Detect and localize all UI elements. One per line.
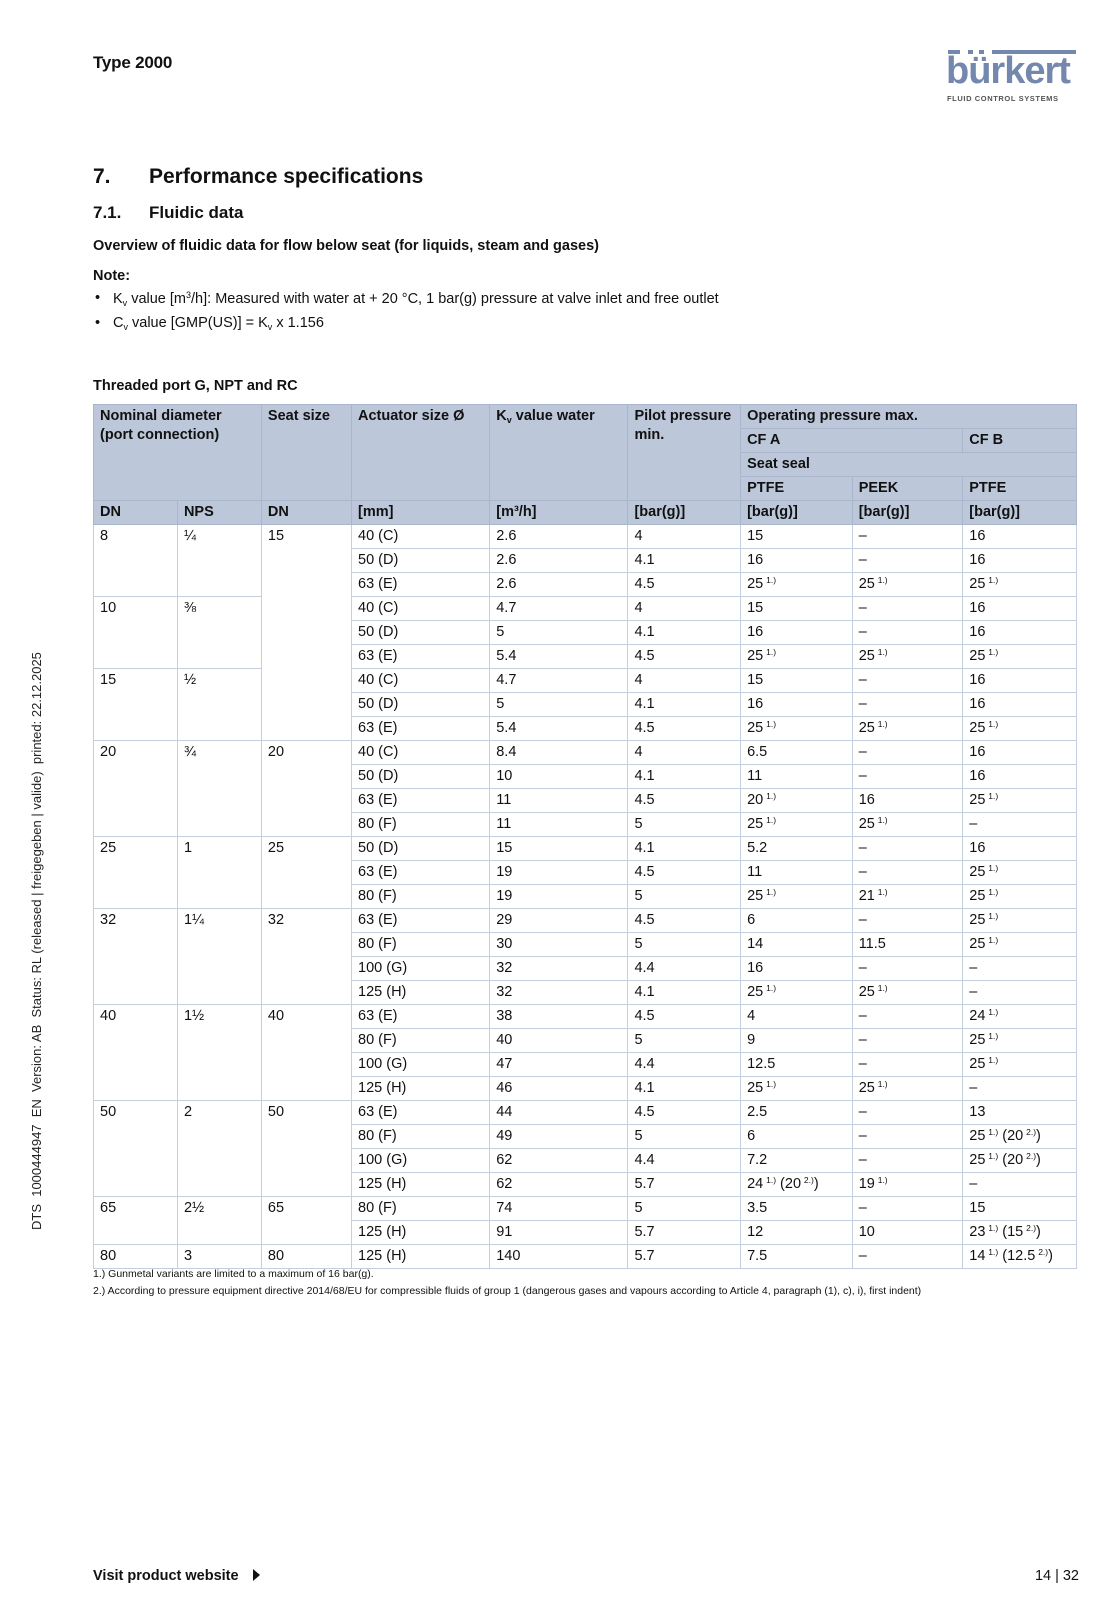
cell-cfa-peek: – [852,693,963,717]
cell-cfb-ptfe: – [963,1173,1077,1197]
cell-kv-value: 8.4 [490,741,628,765]
cell-cfb-ptfe: 16 [963,693,1077,717]
cell-nps: 3 [177,1245,261,1269]
logo-wordmark: bürkert [946,50,1070,92]
cell-actuator-size: 125 (H) [352,1077,490,1101]
header-cf-a: CF A [741,429,963,453]
cell-pilot-pressure: 5 [628,1197,741,1221]
cell-seat-size: 40 [261,1005,351,1101]
section-number: 7. [93,165,111,188]
cell-cfa-peek: – [852,1245,963,1269]
cell-cfb-ptfe: 25 $^{1.)}$ (20 $^{2.)}$) [963,1125,1077,1149]
cell-cfb-ptfe: – [963,813,1077,837]
cell-cfa-peek: – [852,765,963,789]
cell-actuator-size: 50 (D) [352,693,490,717]
cell-kv-value: 2.6 [490,549,628,573]
cell-actuator-size: 80 (F) [352,813,490,837]
cell-kv-value: 62 [490,1173,628,1197]
units-row [94,501,1077,525]
cell-actuator-size: 80 (F) [352,933,490,957]
section-heading [93,165,423,189]
table-body [94,525,1077,1269]
cell-kv-value: 91 [490,1221,628,1245]
footnotes [93,1266,921,1300]
cell-cfb-ptfe: 25 $^{1.)}$ [963,717,1077,741]
visit-product-website-label[interactable]: Visit product website [93,1568,239,1584]
cell-kv-value: 11 [490,813,628,837]
burkert-logo [946,50,1078,104]
cell-cfa-ptfe: 14 [741,933,853,957]
page-current: 14 [1034,1568,1052,1584]
cell-kv-value: 44 [490,1101,628,1125]
cell-cfa-peek: 25 $^{1.)}$ [852,717,963,741]
cell-pilot-pressure: 4 [628,669,741,693]
unit-dn: DN [94,501,178,525]
cell-pilot-pressure: 4 [628,525,741,549]
cell-cfa-peek: 16 [852,789,963,813]
cell-kv-value: 5.4 [490,645,628,669]
cell-kv-value: 5.4 [490,717,628,741]
cell-cfa-peek: – [852,525,963,549]
cell-cfa-ptfe: 15 [741,669,853,693]
cell-kv-value: 5 [490,693,628,717]
cell-nps: 1¼ [177,909,261,1005]
unit-ptfe-a-bar: [bar(g)] [741,501,853,525]
cell-cfa-ptfe: 7.5 [741,1245,853,1269]
header-cf-b: CF B [963,429,1077,453]
table-row [94,597,1077,621]
cell-cfa-ptfe: 12.5 [741,1053,853,1077]
cell-cfa-ptfe: 2.5 [741,1101,853,1125]
cell-cfb-ptfe: 14 $^{1.)}$ (12.5 $^{2.)}$) [963,1245,1077,1269]
table-row [94,909,1077,933]
page-number [1035,1568,1079,1584]
cell-cfb-ptfe: 16 [963,597,1077,621]
cell-nps: 2½ [177,1197,261,1245]
cell-cfa-peek: – [852,621,963,645]
cell-cfa-ptfe: 15 [741,525,853,549]
cell-cfb-ptfe: 25 $^{1.)}$ [963,1053,1077,1077]
cell-pilot-pressure: 4.1 [628,765,741,789]
cell-dn: 50 [94,1101,178,1197]
cell-pilot-pressure: 4.1 [628,1077,741,1101]
header-nominal-diameter: Nominal diameter (port connection) [94,405,262,501]
cell-pilot-pressure: 4.5 [628,861,741,885]
cell-kv-value: 40 [490,1029,628,1053]
cell-actuator-size: 63 (E) [352,717,490,741]
cell-cfa-ptfe: 6 [741,909,853,933]
header-seat-size: Seat size [261,405,351,501]
cell-seat-size: 20 [261,741,351,837]
cell-cfa-ptfe: 3.5 [741,1197,853,1221]
cell-cfb-ptfe: 16 [963,525,1077,549]
cell-cfa-ptfe: 24 $^{1.)}$ (20 $^{2.)}$) [741,1173,853,1197]
cell-kv-value: 5 [490,621,628,645]
cell-cfb-ptfe: 25 $^{1.)}$ [963,885,1077,909]
cell-cfb-ptfe: 16 [963,837,1077,861]
subsection-number: 7.1. [93,203,122,222]
cell-cfb-ptfe: 23 $^{1.)}$ (15 $^{2.)}$) [963,1221,1077,1245]
cell-pilot-pressure: 4.1 [628,981,741,1005]
cell-kv-value: 19 [490,861,628,885]
cell-pilot-pressure: 4.5 [628,645,741,669]
unit-ptfe-b-bar: [bar(g)] [963,501,1077,525]
cell-cfa-peek: – [852,549,963,573]
cell-pilot-pressure: 5 [628,933,741,957]
table-title: Threaded port G, NPT and RC [93,378,298,394]
cell-cfa-peek: – [852,1125,963,1149]
cell-cfa-peek: – [852,669,963,693]
footnote-1: 1.) Gunmetal variants are limited to a maximum of 16 bar(g). [93,1268,374,1280]
cell-cfa-ptfe: 11 [741,861,853,885]
header-ptfe-cfb: PTFE [963,477,1077,501]
cell-cfa-ptfe: 25 $^{1.)}$ [741,981,853,1005]
cell-cfa-ptfe: 9 [741,1029,853,1053]
cell-cfa-ptfe: 25 $^{1.)}$ [741,1077,853,1101]
cell-nps: 2 [177,1101,261,1197]
cell-kv-value: 46 [490,1077,628,1101]
cell-cfa-peek: 25 $^{1.)}$ [852,573,963,597]
cell-actuator-size: 50 (D) [352,837,490,861]
cell-cfb-ptfe: 16 [963,621,1077,645]
cell-cfa-ptfe: 6.5 [741,741,853,765]
visit-product-website-link[interactable] [93,1568,260,1584]
cell-dn: 20 [94,741,178,837]
cell-pilot-pressure: 4 [628,741,741,765]
cell-pilot-pressure: 5.7 [628,1173,741,1197]
header-peek-cfa: PEEK [852,477,963,501]
cell-pilot-pressure: 4 [628,597,741,621]
table-row [94,525,1077,549]
cell-nps: ½ [177,669,261,741]
cell-dn: 15 [94,669,178,741]
play-arrow-icon[interactable] [253,1569,260,1581]
cell-kv-value: 30 [490,933,628,957]
cell-pilot-pressure: 4.5 [628,1005,741,1029]
cell-cfa-ptfe: 5.2 [741,837,853,861]
cell-pilot-pressure: 4.5 [628,789,741,813]
unit-m3h: [m³/h] [490,501,628,525]
cell-actuator-size: 40 (C) [352,597,490,621]
cell-cfa-ptfe: 16 [741,693,853,717]
cell-cfa-peek: – [852,1197,963,1221]
cell-cfb-ptfe: 24 $^{1.)}$ [963,1005,1077,1029]
cell-actuator-size: 100 (G) [352,1149,490,1173]
cell-actuator-size: 63 (E) [352,861,490,885]
cell-dn: 32 [94,909,178,1005]
table-row [94,741,1077,765]
cell-cfa-peek: – [852,1053,963,1077]
cell-cfb-ptfe: 16 [963,549,1077,573]
note-item-cv: • $C_v$ value $[GMP(US)] = K_v$ x 1.156 [93,315,719,340]
header-kv-value: $K_v$ value water [490,405,628,501]
cell-cfb-ptfe: 16 [963,741,1077,765]
cell-pilot-pressure: 4.5 [628,909,741,933]
table-row [94,837,1077,861]
cell-kv-value: 47 [490,1053,628,1077]
cell-cfa-peek: – [852,861,963,885]
cell-pilot-pressure: 4.5 [628,717,741,741]
cell-kv-value: 32 [490,981,628,1005]
cell-cfb-ptfe: 25 $^{1.)}$ [963,645,1077,669]
cell-actuator-size: 50 (D) [352,765,490,789]
overview-heading: Overview of fluidic data for flow below seat (for liquids, steam and gases) [93,238,599,254]
cell-actuator-size: 100 (G) [352,957,490,981]
cell-cfa-ptfe: 20 $^{1.)}$ [741,789,853,813]
cell-kv-value: 2.6 [490,525,628,549]
cell-pilot-pressure: 5 [628,885,741,909]
cell-pilot-pressure: 4.1 [628,837,741,861]
cell-cfa-ptfe: 16 [741,957,853,981]
cell-cfb-ptfe: 25 $^{1.)}$ [963,789,1077,813]
cell-cfa-peek: – [852,1149,963,1173]
cell-cfb-ptfe: 16 [963,765,1077,789]
cell-kv-value: 19 [490,885,628,909]
cell-pilot-pressure: 5.7 [628,1221,741,1245]
note-label: Note: [93,268,131,284]
cell-kv-value: 10 [490,765,628,789]
unit-nps: NPS [177,501,261,525]
cell-cfa-peek: 25 $^{1.)}$ [852,813,963,837]
cell-pilot-pressure: 5 [628,1125,741,1149]
cell-cfb-ptfe: – [963,1077,1077,1101]
cell-cfa-ptfe: 16 [741,621,853,645]
cell-cfa-ptfe: 7.2 [741,1149,853,1173]
table-row [94,1005,1077,1029]
cell-cfa-peek: 25 $^{1.)}$ [852,645,963,669]
cell-cfb-ptfe: – [963,981,1077,1005]
cell-dn: 8 [94,525,178,597]
cell-cfa-peek: 25 $^{1.)}$ [852,981,963,1005]
document-status-sidebar: DTS 1000444947 EN Version: AB Status: RL (released | freigegeben | valide) printed: 22.12.2025 [29,652,44,1230]
cell-actuator-size: 80 (F) [352,885,490,909]
cell-pilot-pressure: 4.1 [628,549,741,573]
cell-nps: ¾ [177,741,261,837]
page-separator: | [1055,1568,1059,1584]
cell-actuator-size: 40 (C) [352,669,490,693]
cell-cfa-ptfe: 25 $^{1.)}$ [741,813,853,837]
cell-cfb-ptfe: 25 $^{1.)}$ [963,1029,1077,1053]
cell-cfa-ptfe: 12 [741,1221,853,1245]
cell-kv-value: 2.6 [490,573,628,597]
cell-cfa-ptfe: 25 $^{1.)}$ [741,645,853,669]
header-operating-pressure: Operating pressure max. [741,405,1077,429]
cell-actuator-size: 100 (G) [352,1053,490,1077]
cell-pilot-pressure: 4.1 [628,693,741,717]
cell-actuator-size: 40 (C) [352,525,490,549]
cell-kv-value: 4.7 [490,597,628,621]
cell-dn: 40 [94,1005,178,1101]
cell-pilot-pressure: 4.4 [628,1149,741,1173]
cell-cfb-ptfe: 16 [963,669,1077,693]
header-pilot-pressure: Pilot pressure min. [628,405,741,501]
logo-tagline: FLUID CONTROL SYSTEMS [947,94,1059,103]
subsection-title: Fluidic data [149,203,244,222]
cell-dn: 80 [94,1245,178,1269]
cell-pilot-pressure: 5 [628,813,741,837]
cell-cfb-ptfe: 25 $^{1.)}$ [963,909,1077,933]
cell-cfb-ptfe: – [963,957,1077,981]
cell-actuator-size: 125 (H) [352,1245,490,1269]
cell-kv-value: 29 [490,909,628,933]
cell-cfa-peek: 11.5 [852,933,963,957]
unit-mm: [mm] [352,501,490,525]
cell-cfb-ptfe: 25 $^{1.)}$ [963,861,1077,885]
table-row [94,1245,1077,1269]
cell-kv-value: 140 [490,1245,628,1269]
cell-cfa-peek: – [852,597,963,621]
cell-cfa-ptfe: 25 $^{1.)}$ [741,717,853,741]
document-type: Type 2000 [93,53,173,72]
cell-cfa-peek: – [852,837,963,861]
cell-cfb-ptfe: 25 $^{1.)}$ [963,933,1077,957]
page-total: 32 [1062,1568,1079,1584]
cell-actuator-size: 125 (H) [352,1173,490,1197]
cell-kv-value: 49 [490,1125,628,1149]
table-row [94,1101,1077,1125]
cell-kv-value: 74 [490,1197,628,1221]
cell-actuator-size: 63 (E) [352,1005,490,1029]
cell-seat-size: 80 [261,1245,351,1269]
cell-cfa-ptfe: 25 $^{1.)}$ [741,885,853,909]
cell-dn: 65 [94,1197,178,1245]
cell-cfa-ptfe: 6 [741,1125,853,1149]
unit-peek-bar: [bar(g)] [852,501,963,525]
cell-actuator-size: 80 (F) [352,1197,490,1221]
cell-pilot-pressure: 4.5 [628,1101,741,1125]
cell-actuator-size: 63 (E) [352,573,490,597]
cell-cfa-peek: – [852,909,963,933]
cell-pilot-pressure: 5.7 [628,1245,741,1269]
cell-seat-size: 65 [261,1197,351,1245]
cell-dn: 25 [94,837,178,909]
cell-actuator-size: 63 (E) [352,909,490,933]
header-actuator-size: Actuator size Ø [352,405,490,501]
footnote-2: 2.) According to pressure equipment directive 2014/68/EU for compressible fluids of group 1 (dangerous gases and vapours according to Article 4, paragraph (1), c), i), first indent) [93,1285,922,1297]
cell-cfa-ptfe: 11 [741,765,853,789]
cell-actuator-size: 63 (E) [352,645,490,669]
cell-nps: ¼ [177,525,261,597]
cell-dn: 10 [94,597,178,669]
cell-nps: 1 [177,837,261,909]
cell-cfa-peek: 25 $^{1.)}$ [852,1077,963,1101]
cell-cfb-ptfe: 25 $^{1.)}$ [963,573,1077,597]
cell-cfa-peek: – [852,957,963,981]
cell-cfb-ptfe: 15 [963,1197,1077,1221]
cell-pilot-pressure: 4.5 [628,573,741,597]
cell-kv-value: 15 [490,837,628,861]
cell-actuator-size: 80 (F) [352,1125,490,1149]
header-ptfe-cfa: PTFE [741,477,853,501]
cell-actuator-size: 50 (D) [352,621,490,645]
note-item-kv: • $K_v$ value $[m^3/h]$: Measured with water at + 20 °C, 1 bar(g) pressure at valve inlet and free outlet [93,290,719,315]
cell-pilot-pressure: 4.4 [628,957,741,981]
cell-seat-size: 25 [261,837,351,909]
cell-cfa-peek: – [852,1029,963,1053]
cell-pilot-pressure: 5 [628,1029,741,1053]
cell-cfa-ptfe: 15 [741,597,853,621]
unit-seat-dn: DN [261,501,351,525]
fluidic-data-table [93,404,1077,1269]
cell-nps: 1½ [177,1005,261,1101]
unit-pilot-bar: [bar(g)] [628,501,741,525]
note-list [93,290,719,340]
cell-cfa-peek: – [852,1101,963,1125]
cell-seat-size: 50 [261,1101,351,1197]
cell-actuator-size: 125 (H) [352,1221,490,1245]
cell-kv-value: 38 [490,1005,628,1029]
subsection-heading [93,203,243,223]
cell-cfb-ptfe: 25 $^{1.)}$ (20 $^{2.)}$) [963,1149,1077,1173]
cell-cfb-ptfe: 13 [963,1101,1077,1125]
cell-cfa-ptfe: 4 [741,1005,853,1029]
cell-actuator-size: 80 (F) [352,1029,490,1053]
cell-cfa-ptfe: 16 [741,549,853,573]
cell-actuator-size: 40 (C) [352,741,490,765]
cell-actuator-size: 63 (E) [352,1101,490,1125]
cell-cfa-peek: – [852,1005,963,1029]
cell-cfa-peek: – [852,741,963,765]
cell-seat-size: 32 [261,909,351,1005]
cell-pilot-pressure: 4.1 [628,621,741,645]
cell-cfa-peek: 21 $^{1.)}$ [852,885,963,909]
cell-pilot-pressure: 4.4 [628,1053,741,1077]
cell-nps: ⅜ [177,597,261,669]
cell-kv-value: 62 [490,1149,628,1173]
cell-cfa-ptfe: 25 $^{1.)}$ [741,573,853,597]
cell-cfa-peek: 10 [852,1221,963,1245]
table-row [94,669,1077,693]
cell-actuator-size: 63 (E) [352,789,490,813]
cell-actuator-size: 125 (H) [352,981,490,1005]
cell-kv-value: 11 [490,789,628,813]
section-title: Performance specifications [149,165,424,188]
cell-kv-value: 4.7 [490,669,628,693]
cell-cfa-peek: 19 $^{1.)}$ [852,1173,963,1197]
table-row [94,1197,1077,1221]
cell-seat-size: 15 [261,525,351,741]
cell-actuator-size: 50 (D) [352,549,490,573]
cell-kv-value: 32 [490,957,628,981]
header-seat-seal: Seat seal [741,453,1077,477]
